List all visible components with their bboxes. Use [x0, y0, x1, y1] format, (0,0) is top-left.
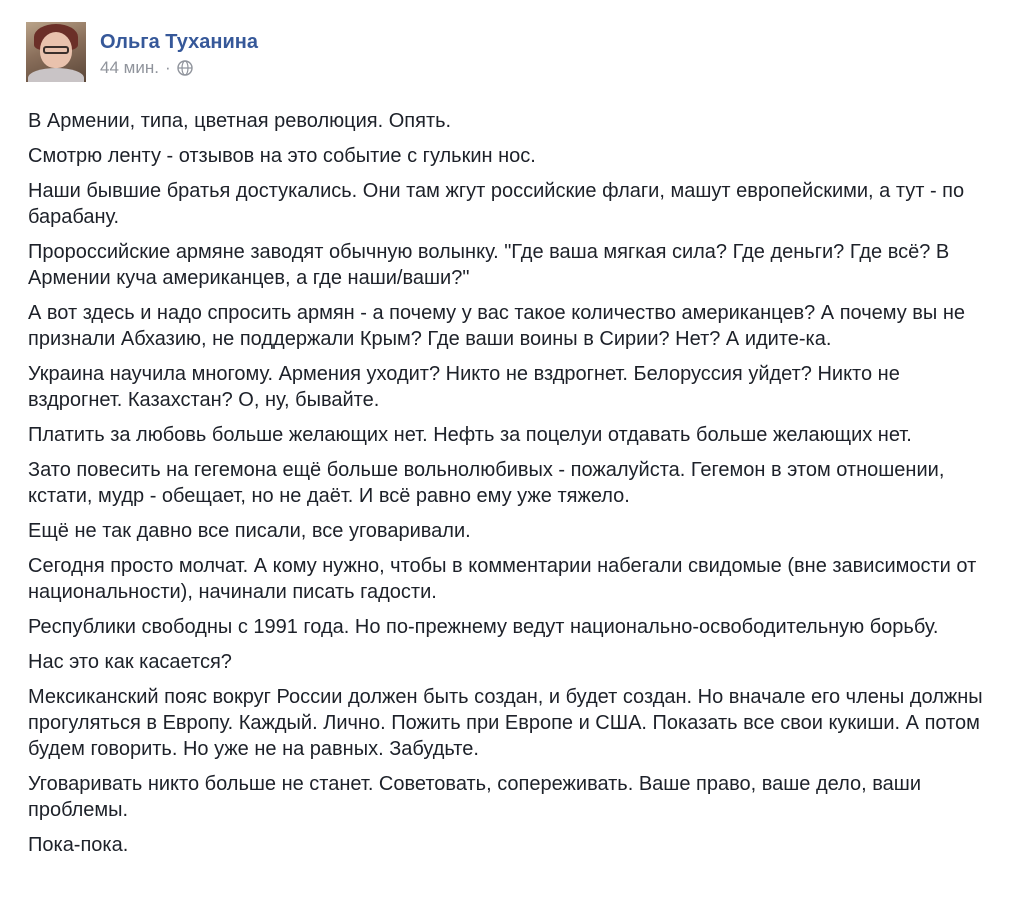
post-paragraph: А вот здесь и надо спросить армян - а почему у вас такое количество американцев? А почему вы не признали Абхазию, не поддержали Крым? Где ваши воины в Сирии? Нет? А идите-ка.	[28, 302, 966, 350]
post-paragraph: Смотрю ленту - отзывов на это событие с гулькин нос.	[28, 145, 536, 167]
author-name[interactable]: Ольга Туханина	[100, 31, 258, 53]
post-paragraph: Пока-пока.	[28, 834, 129, 856]
globe-icon[interactable]	[177, 60, 193, 76]
post-paragraph: Сегодня просто молчат. А кому нужно, чтобы в комментарии набегали свидомые (вне зависимости от национальности), начинали писать гадости.	[28, 555, 977, 603]
post-body	[28, 108, 998, 867]
post-header	[26, 22, 258, 82]
post-paragraph: Платить за любовь больше желающих нет. Нефть за поцелуи отдавать больше желающих нет.	[28, 424, 912, 446]
post-paragraph: Украина научила многому. Армения уходит? Никто не вздрогнет. Белоруссия уйдет? Никто не вздрогнет. Казахстан? О, ну, бывайте.	[28, 363, 900, 411]
post-paragraph: Зато повесить на гегемона ещё больше вольнолюбивых - пожалуйста. Гегемон в этом отношении, кстати, мудр - обещает, но не даёт. И всё равно ему уже тяжело.	[28, 459, 945, 507]
post-paragraph: Республики свободны с 1991 года. Но по-прежнему ведут национально-освободительную борьбу.	[28, 616, 939, 638]
post-paragraph: Уговаривать никто больше не станет. Советовать, сопереживать. Ваше право, ваше дело, ваши проблемы.	[28, 773, 921, 821]
post-paragraph: В Армении, типа, цветная революция. Опять.	[28, 110, 452, 132]
time-row	[100, 58, 258, 78]
post-paragraph: Нас это как касается?	[28, 651, 232, 673]
timestamp[interactable]: 44 мин.	[100, 58, 159, 77]
post-paragraph: Пророссийские армяне заводят обычную волынку. "Где ваша мягкая сила? Где деньги? Где всё? В Армении куча американцев, а где наши/ваши?"	[28, 241, 950, 289]
separator-dot: ·	[164, 58, 171, 77]
avatar[interactable]	[26, 22, 86, 82]
post-meta	[100, 22, 258, 78]
post-paragraph: Мексиканский пояс вокруг России должен быть создан, и будет создан. Но вначале его члены должны прогуляться в Европу. Каждый. Лично. Пожить при Европе и США. Показать все свои кукиши. А потом будем говорить. Но уже не на равных. Забудьте.	[28, 686, 983, 760]
post-paragraph: Ещё не так давно все писали, все уговаривали.	[28, 520, 471, 542]
post-paragraph: Наши бывшие братья достукались. Они там жгут российские флаги, машут европейскими, а тут - по барабану.	[28, 180, 965, 228]
